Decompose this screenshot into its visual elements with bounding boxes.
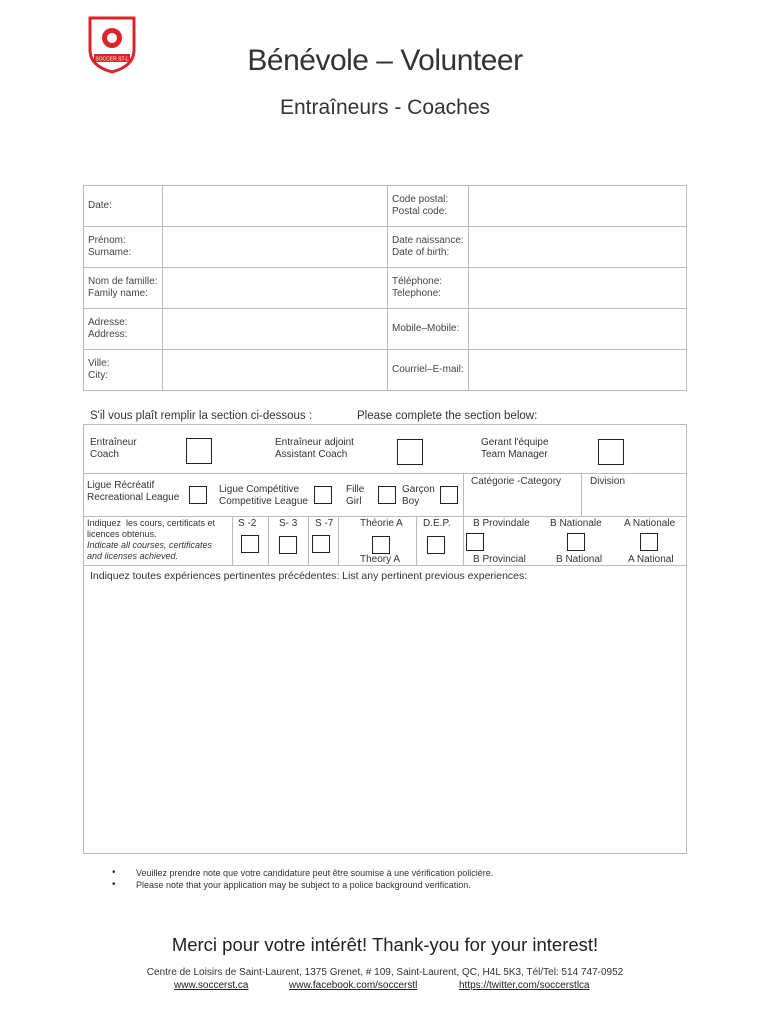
certificates-instruction-en: Indicate all courses, certificates and licenses achieved. — [87, 540, 213, 561]
league-section — [83, 473, 687, 517]
cert-s3-checkbox[interactable] — [279, 536, 297, 554]
footer-address: Centre de Loisirs de Saint-Laurent, 1375 Grenet, # 109, Saint-Laurent, QC, H4L 5K3, Tél/Tel: 514 747-0952 — [146, 967, 624, 978]
roles-section — [83, 424, 687, 474]
instruction-en: Please complete the section below: — [357, 410, 538, 422]
info-label-right: Code postal: Postal code: — [388, 186, 469, 227]
role-coach-label: Entraîneur Coach — [90, 437, 137, 460]
info-label-left: Date: — [84, 186, 163, 227]
role-assistant-checkbox[interactable] — [397, 439, 423, 465]
info-input-right[interactable] — [468, 350, 686, 391]
website-link[interactable]: www.soccerst.ca — [174, 980, 249, 991]
role-coach-checkbox[interactable] — [186, 438, 212, 464]
info-row — [84, 350, 687, 391]
cert-s2-label: S -2 — [238, 518, 257, 529]
info-row — [84, 268, 687, 309]
gender-boy-label: Garçon Boy — [402, 484, 435, 507]
experience-textarea[interactable] — [83, 565, 687, 854]
role-manager-checkbox[interactable] — [598, 439, 624, 465]
facebook-link[interactable]: www.facebook.com/soccerstl — [289, 980, 418, 991]
division-label: Division — [590, 476, 626, 487]
twitter-link[interactable]: https://twitter.com/soccerstlca — [459, 980, 590, 991]
cert-s7-checkbox[interactable] — [312, 535, 330, 553]
cert-b-provincial-label-fr: B Provindale — [473, 518, 530, 529]
info-input-left[interactable] — [163, 186, 388, 227]
cert-s3-label: S- 3 — [279, 518, 298, 529]
league-competitive-label: Ligue Compétitive Competitive League — [219, 484, 308, 507]
info-row — [84, 227, 687, 268]
info-label-right: Date naissance: Date of birth: — [388, 227, 469, 268]
cert-b-provincial-label-en: B Provincial — [473, 554, 526, 565]
cert-b-provincial-checkbox[interactable] — [466, 533, 484, 551]
cert-theory-label-fr: Théorie A — [360, 518, 403, 529]
certificates-section — [83, 516, 687, 566]
gender-girl-checkbox[interactable] — [378, 486, 396, 504]
personal-info-table — [83, 185, 687, 391]
info-row — [84, 186, 687, 227]
page-subtitle: Entraîneurs - Coaches — [279, 96, 491, 119]
role-manager-label: Gerant l'équipe Team Manager — [481, 437, 549, 460]
logo-text: SOCCER ST-L — [95, 56, 129, 63]
cert-s2-checkbox[interactable] — [241, 535, 259, 553]
note-fr: • Veuillez prendre note que votre candidature peut être soumise à une vérification policière. — [112, 867, 493, 879]
league-competitive-checkbox[interactable] — [314, 486, 332, 504]
info-label-right: Courriel–E-mail: — [388, 350, 469, 391]
cert-dep-label: D.E.P. — [423, 518, 451, 529]
info-input-left[interactable] — [163, 268, 388, 309]
cert-b-national-checkbox[interactable] — [567, 533, 585, 551]
info-row — [84, 309, 687, 350]
gender-boy-checkbox[interactable] — [440, 486, 458, 504]
thank-you-message: Merci pour votre intérêt! Thank-you for your interest! — [171, 934, 599, 955]
info-label-right: Téléphone: Telephone: — [388, 268, 469, 309]
info-input-right[interactable] — [468, 227, 686, 268]
info-input-left[interactable] — [163, 309, 388, 350]
cert-theory-label-en: Theory A — [360, 554, 401, 565]
cert-a-national-label-fr: A Nationale — [624, 518, 676, 529]
info-input-left[interactable] — [163, 227, 388, 268]
experience-label: Indiquez toutes expériences pertinentes précédentes: List any pertinent previous experiences: — [90, 570, 528, 582]
info-label-left: Ville: City: — [84, 350, 163, 391]
info-label-left: Adresse: Address: — [84, 309, 163, 350]
info-label-left: Prénom: Surname: — [84, 227, 163, 268]
cert-s7-label: S -7 — [315, 518, 334, 529]
note-en: • Please note that your application may be subject to a police background verification. — [112, 879, 493, 891]
info-label-right: Mobile–Mobile: — [388, 309, 469, 350]
gender-girl-label: Fille Girl — [346, 484, 365, 507]
page-title: Bénévole – Volunteer — [247, 44, 523, 77]
cert-a-national-checkbox[interactable] — [640, 533, 658, 551]
cert-b-national-label-en: B National — [556, 554, 603, 565]
notes-list — [112, 867, 493, 891]
info-input-left[interactable] — [163, 350, 388, 391]
role-assistant-label: Entraîneur adjoint Assistant Coach — [275, 437, 354, 460]
league-recreational-checkbox[interactable] — [189, 486, 207, 504]
info-input-right[interactable] — [468, 309, 686, 350]
league-recreational-label: Ligue Récréatif Recreational League — [87, 480, 180, 503]
category-label: Catégorie -Category — [471, 476, 562, 487]
info-label-left: Nom de famille: Family name: — [84, 268, 163, 309]
instruction-fr: S'il vous plaît remplir la section ci-dessous : — [90, 410, 313, 422]
info-input-right[interactable] — [468, 186, 686, 227]
certificates-instruction-fr: Indiquez les cours, certificats et licences obtenus. — [87, 518, 216, 539]
cert-dep-checkbox[interactable] — [427, 536, 445, 554]
cert-a-national-label-en: A National — [628, 554, 674, 565]
cert-b-national-label-fr: B Nationale — [550, 518, 602, 529]
info-input-right[interactable] — [468, 268, 686, 309]
cert-theory-checkbox[interactable] — [372, 536, 390, 554]
